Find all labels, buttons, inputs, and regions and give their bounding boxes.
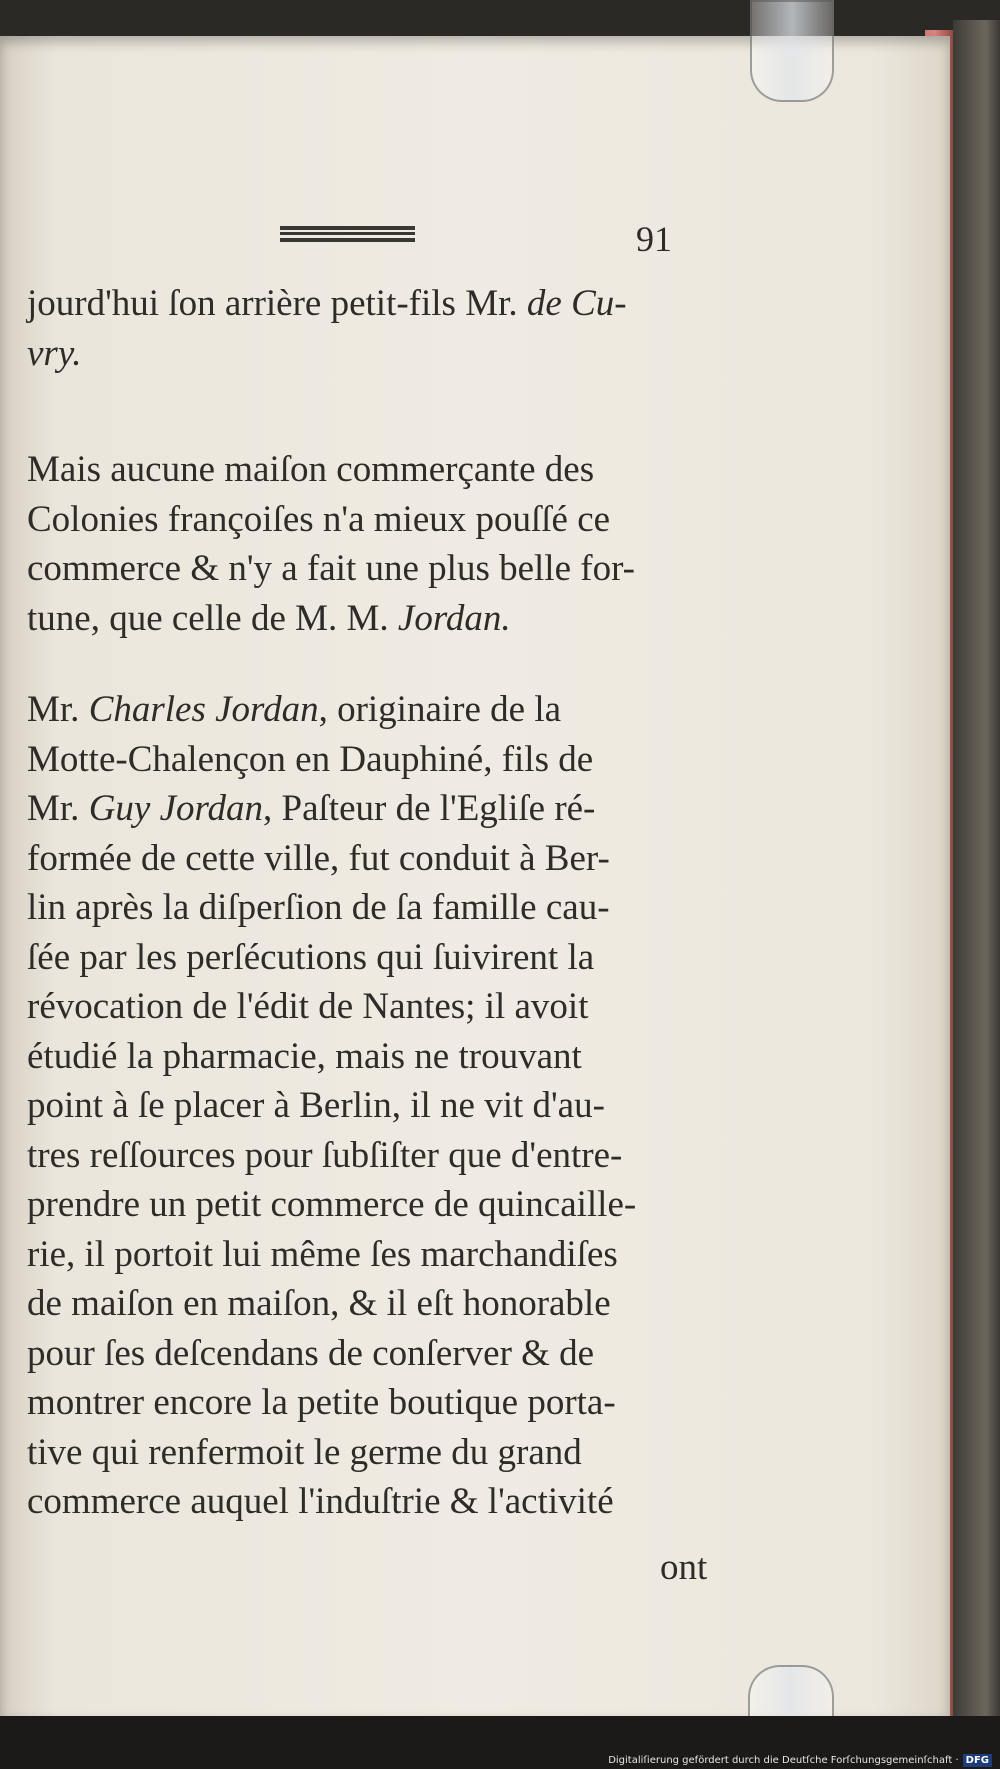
- top-background: [0, 0, 1000, 40]
- carry-over-name-part2: vry.: [27, 332, 82, 374]
- footer-text: Digitaliſierung gefördert durch die Deutſche Forſchungsgemeinſchaft ·: [608, 1754, 959, 1766]
- catchword: ont: [660, 1547, 708, 1588]
- digitization-footer: [608, 1752, 992, 1768]
- carry-over-name-part1: de Cu-: [526, 283, 627, 324]
- header-ornament-rule: [280, 226, 415, 242]
- paragraph-2-text-3: , Paſteur de l'Egliſe ré- formée de cette ville, fut conduit à Ber- lin après la diſperſion de ſa famille cau- ſée par les perſécutions qui ſuivirent la révocation de l'édit de Nantes; il avoit étudié la pharmacie, mais ne trouvant point à ſe placer à Berlin, il ne vit d'au- tres reſſources pour ſubſiſter que d'entre- prendre un petit commerce de quincaille- rie, il portoit lui même ſes marchandiſes de maiſon en maiſon, & il eſt honorable pour ſes deſcendans de conſerver & de montrer encore la petite boutique porta- tive qui renfermoit le germe du grand commerce auquel l'induſtrie & l'activité: [27, 788, 637, 1522]
- page-holder-clip-top: [750, 0, 834, 102]
- paragraph-2-text-2: , originaire de la Motte-Chalençon en Dauphiné, fils de Mr.: [27, 689, 594, 829]
- dfg-logo: DFG: [963, 1754, 992, 1767]
- carry-over-text: [27, 279, 717, 378]
- book-cover-edge: [953, 20, 1000, 1720]
- book-page: [0, 36, 950, 1716]
- paragraph-2-text-1: Mr.: [27, 689, 89, 730]
- paragraph-1-text: Mais aucune maiſon commerçante des Colonies françoiſes n'a mieux pouſſé ce commerce & n'y a fait une plus belle for- tune, que celle de M. M.: [27, 449, 635, 639]
- paragraph-1-name: Jordan.: [397, 597, 511, 639]
- page-number: 91: [636, 219, 672, 259]
- paragraph-2-name-2: Guy Jordan: [88, 788, 264, 829]
- paragraph-2: [27, 685, 722, 1527]
- carry-over-line: jourd'hui ſon arrière petit-fils Mr.: [27, 283, 527, 324]
- paragraph-1: [27, 445, 717, 643]
- paragraph-2-name-1: Charles Jordan: [88, 689, 319, 730]
